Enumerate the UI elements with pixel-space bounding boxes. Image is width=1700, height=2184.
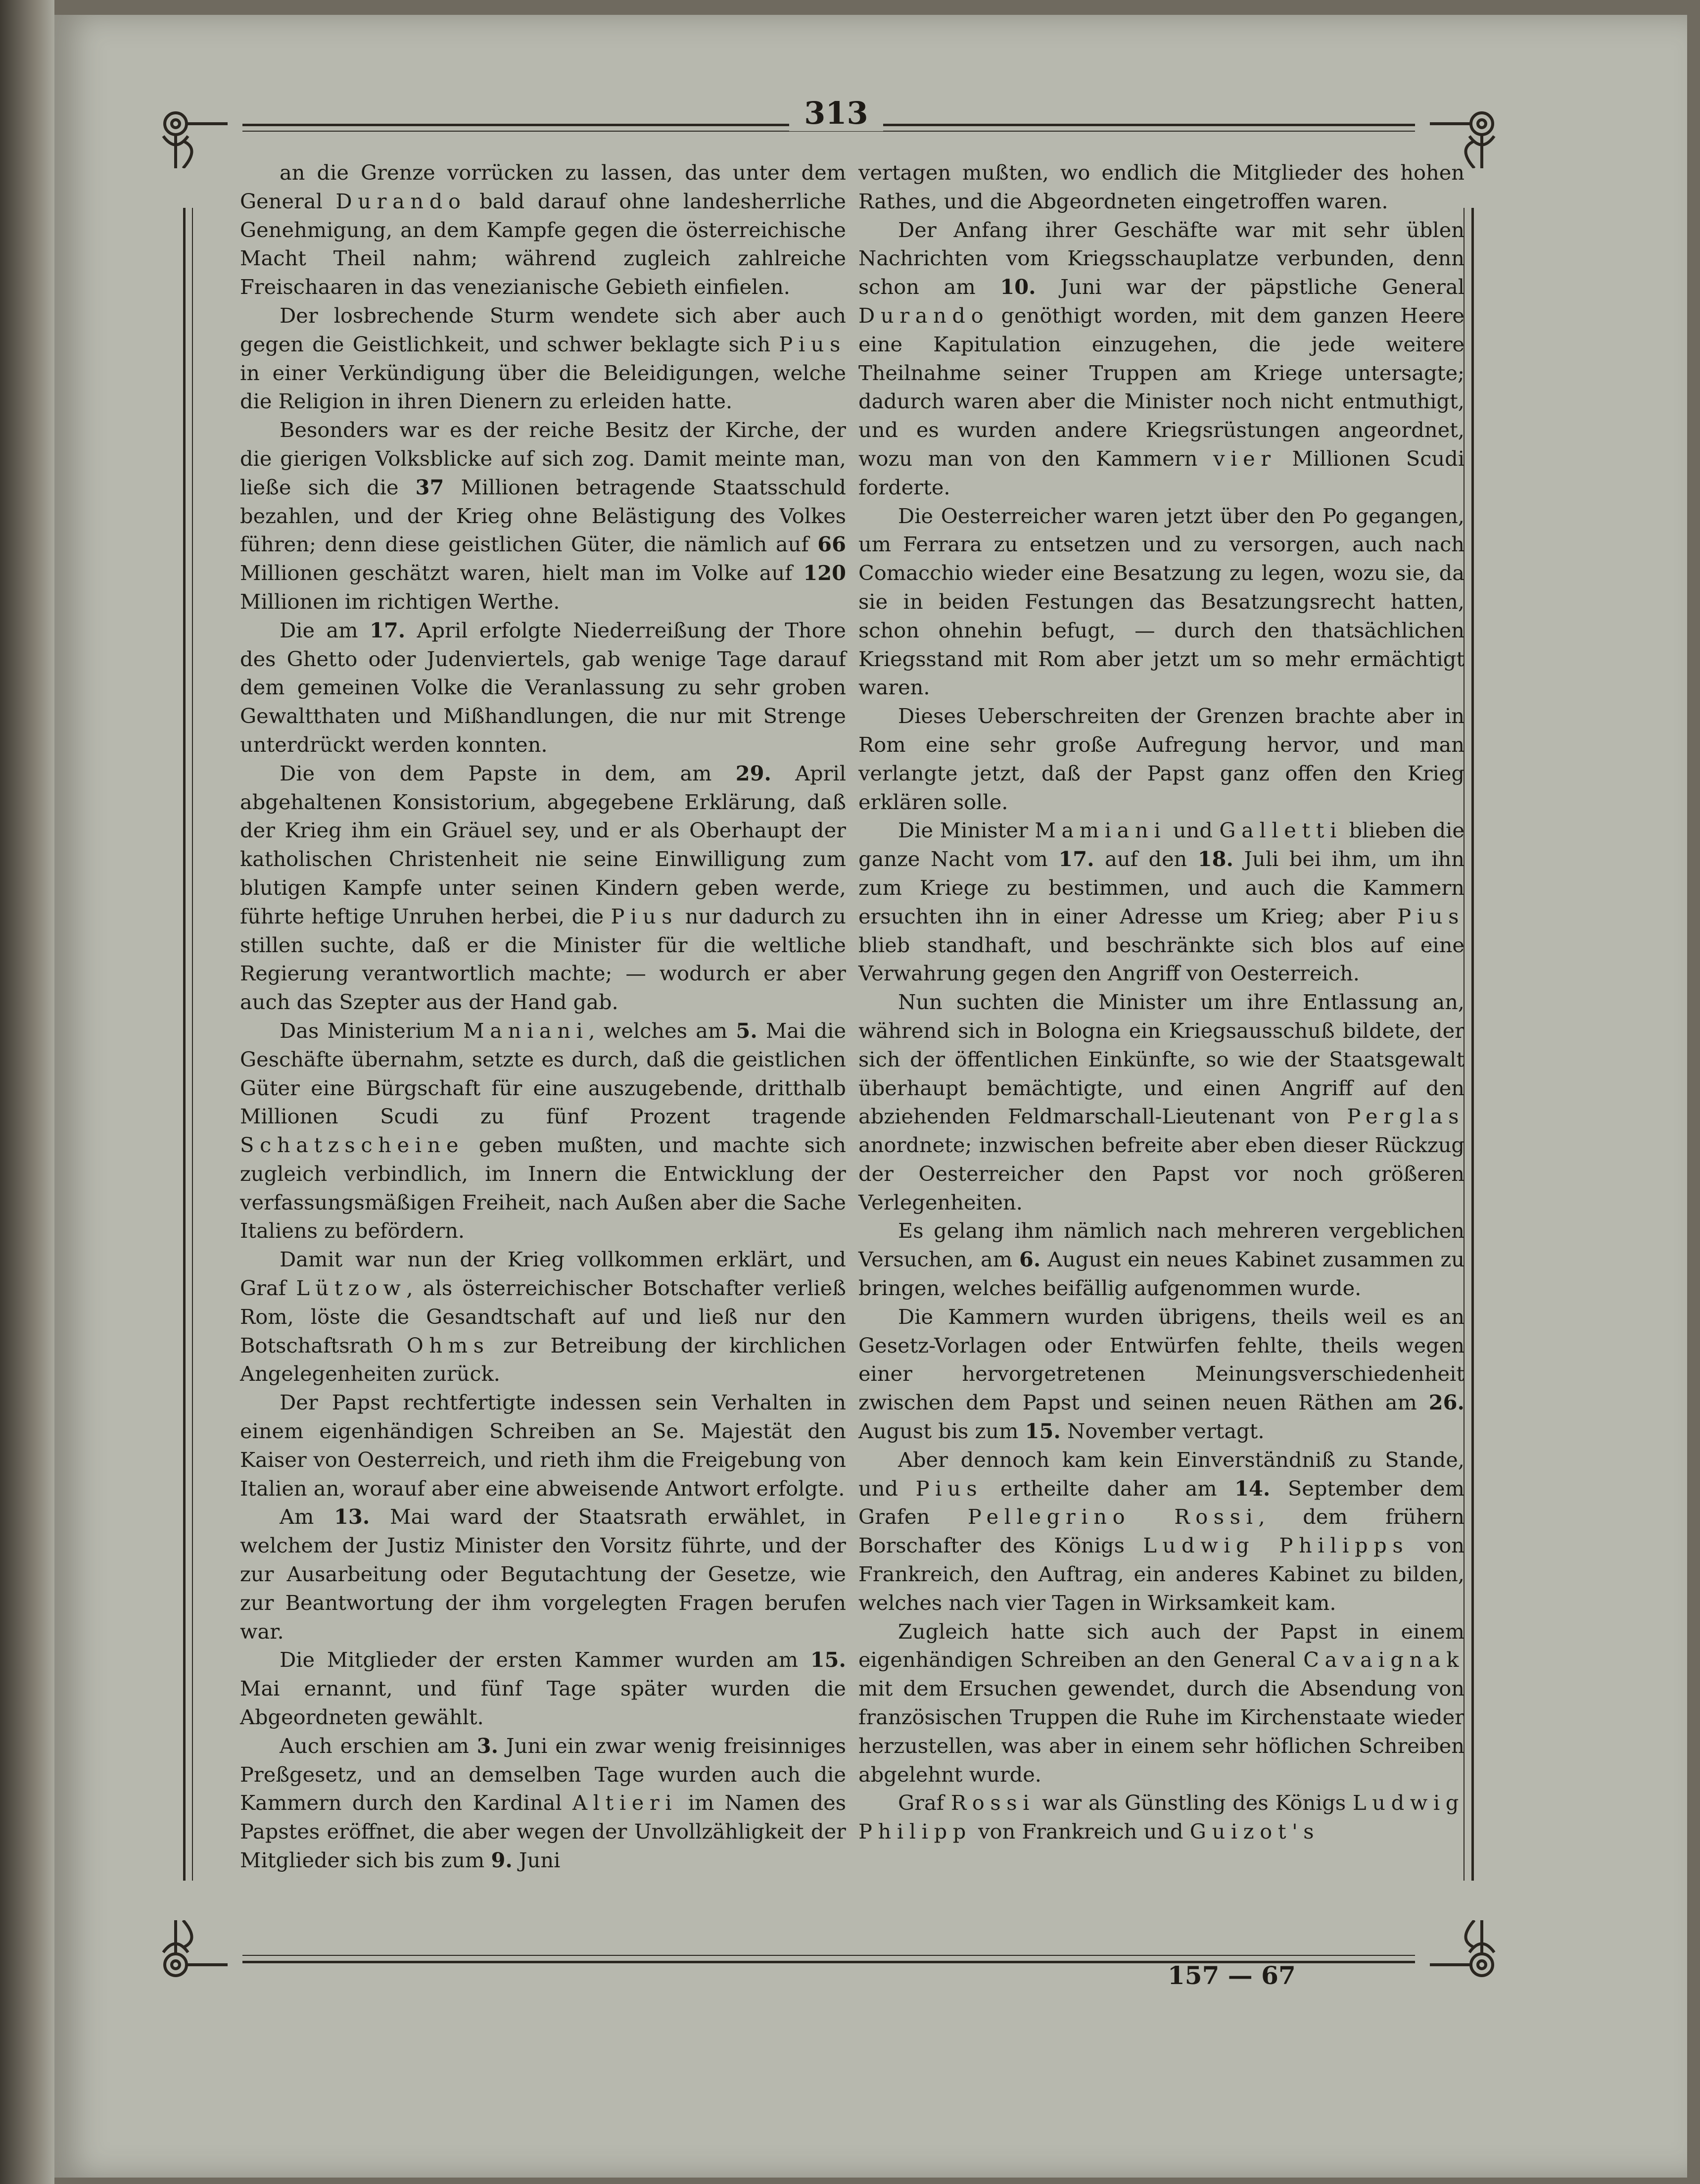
paragraph bbox=[240, 301, 846, 416]
text-run: war als Günstling des Königs bbox=[1035, 1791, 1353, 1815]
corner-ornament-icon bbox=[153, 1920, 228, 1994]
spaced-name: Schatzscheine bbox=[240, 1133, 465, 1158]
text-run: Mai ward der Staatsrath erwählet, in welchem der Justiz Minister den Vorsitz führte, und der zur Ausarbeitung oder Begutachtung der Gesetze, wie zur Beantwortung der ihm vorgelegten Fragen berufen war. bbox=[240, 1505, 846, 1644]
text-run: zur Betreibung der kirchlichen Angelegenheiten zurück. bbox=[240, 1333, 846, 1386]
bold-number: 15. bbox=[810, 1648, 846, 1672]
frame-left-rule-thin bbox=[192, 208, 193, 1881]
text-run: auf den bbox=[1094, 847, 1198, 872]
frame-left-rule bbox=[183, 208, 186, 1881]
text-run: genöthigt worden, mit dem ganzen Heere eine Kapitulation einzugehen, die jede weitere Theilnahme seiner Truppen am Kriege untersagte; dadurch waren aber die Minister noch nicht entmuthigt, und es wurden andere Kriegsrüstungen angeordnet, wozu man von den Kammern bbox=[858, 303, 1464, 471]
text-run: Das Ministerium bbox=[280, 1018, 464, 1043]
paragraph bbox=[858, 1446, 1464, 1617]
paragraph bbox=[858, 1617, 1464, 1789]
bold-number: 17. bbox=[1058, 847, 1094, 872]
corner-ornament-icon bbox=[1430, 1920, 1504, 1994]
bold-number: 18. bbox=[1197, 847, 1233, 872]
text-run: Am bbox=[280, 1505, 334, 1529]
paragraph bbox=[858, 158, 1464, 216]
text-run: und bbox=[1166, 818, 1220, 843]
text-run: anordnete; inzwischen befreite aber eben dieser Rückzug der Oesterreicher den Papst vor noch größeren Verlegenheiten. bbox=[858, 1133, 1464, 1214]
paragraph bbox=[240, 1732, 846, 1875]
bold-number: 3. bbox=[476, 1733, 499, 1758]
spaced-name: Pius bbox=[779, 332, 846, 356]
corner-ornament-icon bbox=[1430, 94, 1504, 168]
paragraph bbox=[240, 1503, 846, 1646]
text-run: August ein neues Kabinet zusammen zu bringen, welches beifällig aufgenommen wurde. bbox=[858, 1247, 1465, 1301]
spaced-name: Maniani bbox=[463, 1018, 589, 1043]
text-run: April erfolgte Niederreißung der Thore des Ghetto oder Judenviertels, gab wenige Tage darauf dem gemeinen Volke die Veranlassung zu sehr groben Gewaltthaten und Mißhandlungen, die nur mit Strenge unterdrückt werden konnten. bbox=[240, 618, 846, 757]
bold-number: 6. bbox=[1019, 1247, 1041, 1272]
paragraph bbox=[240, 158, 846, 301]
paragraph bbox=[858, 502, 1464, 702]
spaced-name: Ludwig Philipp bbox=[858, 1791, 1464, 1844]
spaced-name: Pius bbox=[611, 904, 678, 928]
spaced-name: Lützow bbox=[296, 1276, 407, 1301]
text-run: in einer Verkündigung über die Beleidigungen, welche die Religion in ihren Dienern zu erleiden hatte. bbox=[240, 360, 846, 414]
paragraph bbox=[858, 1303, 1464, 1446]
text-run: , welches am bbox=[588, 1018, 736, 1043]
text-run: Die von dem Papste in dem, am bbox=[280, 761, 736, 785]
text-run: von Frankreich, den Auftrag, ein anderes Kabinet zu bilden, welches nach vier Tagen in Wirksamkeit kam. bbox=[858, 1533, 1464, 1615]
paragraph bbox=[240, 616, 846, 759]
text-run: Auch erschien am bbox=[280, 1733, 477, 1758]
text-run: nur dadurch zu stillen suchte, daß er die Minister für die weltliche Regierung verantwortlich machte; — wodurch er aber auch das Szepter aus der Hand gab. bbox=[240, 904, 847, 1015]
text-run: Millionen im richtigen Werthe. bbox=[240, 589, 560, 614]
frame-bottom-rule-thin bbox=[242, 1955, 1415, 1956]
paragraph bbox=[240, 759, 846, 1017]
bold-number: 29. bbox=[735, 761, 771, 785]
paragraph bbox=[858, 216, 1464, 502]
spaced-name: Ohms bbox=[406, 1333, 490, 1358]
text-run: Die am bbox=[280, 618, 370, 642]
bold-number: 120 bbox=[803, 561, 846, 585]
text-run: Damit war nun der Krieg vollkommen erklärt, und Graf bbox=[240, 1247, 846, 1301]
text-run: Die Oesterreicher waren jetzt über den Po gegangen, um Ferrara zu entsetzen und zu versorgen, auch nach Comacchio wieder eine Besatzung zu legen, wozu sie, da sie in beiden Festungen das Besatzungsrecht hatten, schon ohnehin befugt, — durch den thatsächlichen Kriegsstand mit Rom aber jetzt um so mehr ermächtigt waren. bbox=[858, 503, 1464, 700]
bold-number: 15. bbox=[1025, 1419, 1061, 1444]
text-run: September dem Grafen bbox=[858, 1476, 1464, 1529]
text-run: Millionen betragende Staatsschuld bezahlen, und der Krieg ohne Belästigung des Volkes führen; denn diese geistlichen Güter, die nämlich auf bbox=[240, 475, 846, 557]
spaced-name: vier bbox=[1213, 446, 1276, 471]
spaced-name: Rossi bbox=[950, 1791, 1036, 1815]
text-run: , dem frühern Borschafter des Königs bbox=[858, 1505, 1464, 1558]
text-column-right bbox=[858, 158, 1464, 1846]
text-run: blieben die ganze Nacht vom bbox=[858, 818, 1464, 872]
spaced-name: Pius bbox=[1397, 904, 1464, 928]
spaced-name: Perglas bbox=[1347, 1104, 1464, 1129]
text-run: Zugleich hatte sich auch der Papst in einem eigenhändigen Schreiben an den General bbox=[858, 1619, 1464, 1672]
text-run: August bis zum bbox=[858, 1419, 1025, 1444]
bold-number: 5. bbox=[736, 1018, 757, 1043]
bold-number: 14. bbox=[1234, 1476, 1271, 1501]
text-run: Dieses Ueberschreiten der Grenzen brachte aber in Rom eine sehr große Aufregung hervor, und man verlangte jetzt, daß der Papst ganz offen den Krieg erklären solle. bbox=[858, 704, 1464, 814]
text-run: Die Mitglieder der ersten Kammer wurden am bbox=[280, 1648, 810, 1672]
text-run: mit dem Ersuchen gewendet, durch die Absendung von französischen Truppen die Ruhe im Kirchenstaate wieder herzustellen, was aber in einem sehr höflichen Schreiben abgelehnt wurde. bbox=[858, 1676, 1464, 1787]
sheet-signature: 157 — 67 bbox=[1168, 1961, 1296, 1990]
text-run: an die Grenze vorrücken zu lassen, das unter dem General bbox=[240, 160, 846, 213]
paragraph bbox=[240, 416, 846, 616]
text-run: Die Kammern wurden übrigens, theils weil es an Gesetz-Vorlagen oder Entwürfen fehlte, theils wegen einer hervorgetretenen Meinungsverschiedenheit zwischen dem Papst und seinen neuen Räthen am bbox=[858, 1304, 1464, 1415]
text-run: Der Anfang ihrer Geschäfte war mit sehr üblen Nachrichten vom Kriegsschauplatze verbunden, denn schon am bbox=[858, 217, 1464, 299]
text-run: Graf bbox=[898, 1791, 951, 1815]
text-run: Millionen geschätzt waren, hielt man im Volke auf bbox=[240, 561, 803, 585]
text-run: Juli bei ihm, um ihn zum Kriege zu bestimmen, und auch die Kammern ersuchten ihn in einer Adresse um Krieg; aber bbox=[858, 847, 1464, 928]
text-run: bald darauf ohne landesherrliche Genehmigung, an dem Kampfe gegen die österreichische Macht Theil nahm; während zugleich zahlreiche Freischaaren in das venezianische Gebieth einfielen. bbox=[240, 189, 846, 299]
text-run: Es gelang ihm nämlich nach mehreren vergeblichen Versuchen, am bbox=[858, 1218, 1464, 1272]
spaced-name: Altieri bbox=[572, 1791, 678, 1815]
paragraph bbox=[240, 1017, 846, 1245]
text-run: Juni war der päpstliche General bbox=[1036, 275, 1464, 299]
bold-number: 66 bbox=[817, 532, 846, 557]
bold-number: 9. bbox=[491, 1848, 513, 1873]
spaced-name: Guizot's bbox=[1189, 1819, 1320, 1844]
spaced-name: Pellegrino Rossi bbox=[967, 1505, 1259, 1529]
paragraph bbox=[858, 816, 1464, 988]
text-run: Die Minister bbox=[898, 818, 1035, 843]
bold-number: 13. bbox=[334, 1505, 370, 1529]
text-run: im Namen des Papstes eröffnet, die aber wegen der Unvollzähligkeit der Mitglieder sich bis zum bbox=[240, 1791, 846, 1873]
spaced-name: Ludwig Philipps bbox=[1143, 1533, 1409, 1558]
text-run: Nun suchten die Minister um ihre Entlassung an, während sich in Bologna ein Kriegsausschuß bildete, der sich der öffentlichen Einkünfte, so wie der Staatsgewalt überhaupt bemächtigte, und einen Angriff auf den abziehenden Feldmarschall-Lieutenant von bbox=[858, 990, 1464, 1129]
spaced-name: Mamiani bbox=[1035, 818, 1167, 843]
text-run: , als österreichischer Botschafter verließ Rom, löste die Gesandtschaft auf und ließ nur den Botschaftsrath bbox=[240, 1276, 846, 1358]
paragraph bbox=[240, 1245, 846, 1388]
book-gutter bbox=[0, 0, 54, 2184]
text-run: Mai die Geschäfte übernahm, setzte es durch, daß die geistlichen Güter eine Bürgschaft für eine auszugebende, dritthalb Millionen Scudi zu fünf Prozent tragende bbox=[240, 1018, 847, 1129]
text-run: Besonders war es der reiche Besitz der Kirche, der die gierigen Volksblicke auf sich zog. Damit meinte man, ließe sich die bbox=[240, 418, 846, 499]
bold-number: 26. bbox=[1428, 1390, 1464, 1415]
corner-ornament-icon bbox=[153, 94, 228, 168]
spaced-name: Cavaignak bbox=[1303, 1648, 1464, 1672]
text-column-left bbox=[240, 158, 846, 1875]
text-run: November vertagt. bbox=[1060, 1419, 1265, 1444]
spaced-name: Galletti bbox=[1219, 818, 1342, 843]
bold-number: 10. bbox=[1000, 275, 1036, 299]
text-run: von Frankreich und bbox=[971, 1819, 1190, 1844]
text-run: blieb standhaft, und beschränkte sich blos auf eine Verwahrung gegen den Angriff von Oesterreich. bbox=[858, 932, 1464, 986]
paragraph bbox=[858, 988, 1464, 1216]
spaced-name: Durando bbox=[858, 303, 990, 328]
bold-number: 37 bbox=[415, 475, 444, 499]
text-run: Aber dennoch kam kein Einverständniß zu Stande, und bbox=[858, 1447, 1464, 1501]
paragraph bbox=[858, 702, 1464, 816]
text-run: vertagen mußten, wo endlich die Mitglieder des hohen Rathes, und die Abgeordneten eingetroffen waren. bbox=[858, 160, 1464, 213]
text-run: ertheilte daher am bbox=[983, 1476, 1235, 1501]
text-run: April abgehaltenen Konsistorium, abgegebene Erklärung, daß der Krieg ihm ein Gräuel sey, und er als Oberhaupt der katholischen Christenheit nie seine Einwilligung zum blutigen Kampfe unter seinen Kindern geben werde, führte heftige Unruhen herbei, die bbox=[240, 761, 846, 928]
text-run: geben mußten, und machte sich zugleich verbindlich, im Innern die Entwicklung der verfassungsmäßigen Freiheit, nach Außen aber die Sache Italiens zu befördern. bbox=[240, 1133, 846, 1243]
paragraph bbox=[240, 1646, 846, 1731]
paragraph bbox=[858, 1789, 1464, 1846]
paragraph bbox=[240, 1388, 846, 1503]
text-run: Juni bbox=[512, 1848, 561, 1873]
spaced-name: Durando bbox=[335, 189, 467, 213]
spaced-name: Pius bbox=[915, 1476, 983, 1501]
text-run: Der losbrechende Sturm wendete sich aber auch gegen die Geistlichkeit, und schwer beklagte sich bbox=[240, 303, 846, 356]
text-run: Millionen Scudi forderte. bbox=[858, 446, 1464, 499]
frame-right-rule bbox=[1471, 208, 1474, 1881]
page-number: 313 bbox=[789, 95, 883, 131]
text-run: Der Papst rechtfertigte indessen sein Verhalten in einem eigenhändigen Schreiben an Se. Majestät den Kaiser von Oesterreich, und rieth ihm die Freigebung von Italien an, worauf aber eine abweisende Antwort erfolgte. bbox=[240, 1390, 846, 1501]
text-run: Mai ernannt, und fünf Tage später wurden die Abgeordneten gewählt. bbox=[240, 1676, 846, 1730]
text-run: Juni ein zwar wenig freisinniges Preßgesetz, und an demselben Tage wurden auch die Kammern durch den Kardinal bbox=[240, 1733, 847, 1815]
bold-number: 17. bbox=[369, 618, 406, 642]
paragraph bbox=[858, 1216, 1464, 1302]
